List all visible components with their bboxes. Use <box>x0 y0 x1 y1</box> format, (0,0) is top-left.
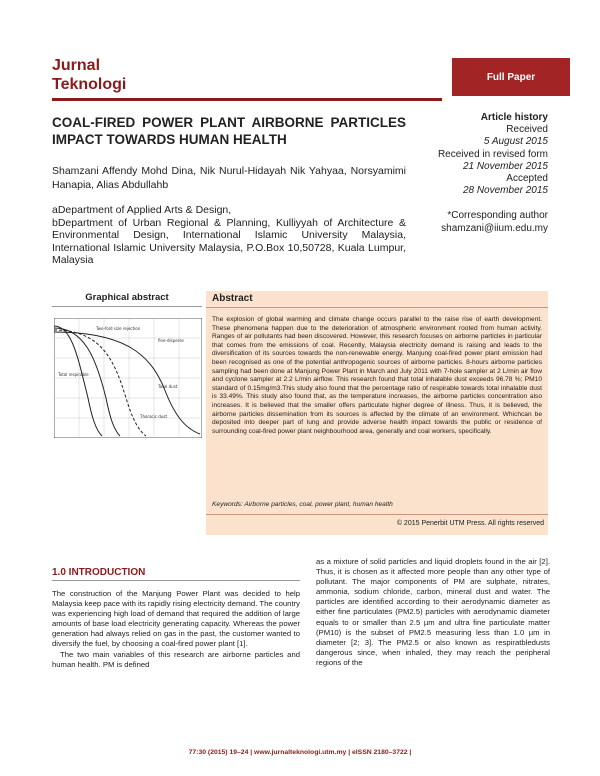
graphical-abstract-figure <box>54 318 202 438</box>
page-footer: 77:30 (2015) 19–24 | www.jurnalteknologi.utm.my | eISSN 2180–3722 | <box>188 749 412 756</box>
affiliation-a: aDepartment of Applied Arts & Design, <box>52 204 232 216</box>
affiliations <box>52 204 406 267</box>
abstract-heading: Abstract <box>212 293 253 304</box>
revised-label: Received in revised form <box>437 148 548 160</box>
graphical-abstract-heading: Graphical abstract <box>85 292 169 303</box>
figure-label-4: Thoracic dust <box>140 414 168 419</box>
intro-paragraph-2: The two main variables of this research are airborne particles and human health. PM is defined <box>52 649 300 669</box>
introduction-rule <box>52 580 300 581</box>
journal-name-line2: Teknologi <box>52 76 127 93</box>
accepted-date: 28 November 2015 <box>462 185 548 197</box>
graphical-abstract-rule <box>52 306 202 307</box>
intro-paragraph-1: The construction of the Manjung Power Plant was decided to help Malaysia keep pace with its rapidly rising electricity demand. The country was experiencing high load of demand that required the addition of large amounts of base load electricity generating capacity. Whereas the power generation had always relied on gas in the past, the customer wanted to diversify the fuel, by choosing a coal-fired power plant [1]. <box>52 589 300 649</box>
copyright: © 2015 Penerbit UTM Press. All rights reserved <box>396 520 544 527</box>
corresponding-author <box>410 210 548 235</box>
figure-label-2: Total dust <box>158 384 178 389</box>
corresponding-email[interactable]: shamzani@iium.edu.my <box>441 222 548 234</box>
received-date: 5 August 2015 <box>483 136 548 148</box>
introduction-heading: 1.0 INTRODUCTION <box>52 567 146 578</box>
abstract-text: The explosion of global warming and climate change occurs parallel to the raise rise of earth development. These phenomena happen due to the deterioration of atmospheric environment rooted from human activity. Ranges of air pollutants had been discovered. However, this research focuses on airborne particles in particular that comes from the emissions of coal. Recently, Malaysia electricity demand is raising and leads to the diversification of its sources towards the non-renewable energy. Manjung coal-fired power plant emission had been recognised as one of the potential anthropogenic sources of airborne particles. 8-hours airborne particles sampling had been done at Manjung Power Plant in March and July 2011 with 7-hole sampler at 2 L/min air flow and cyclone sampler at 2.2 L/min airflow. This research found that total inhalable dust exceeds 96.78 %; PM10 standard of 0.15mg/m3.This study also found that the percentage ratio of respirable towards total inhalable dust is 33.49%. This study also found that, as the temperature increases, the airborne particles concentration also increases. It is believed that the smaller offers particulate higher degree of illness. Thus, it is believed, the airborne particles dissemination from its sources is affected by the climate of an environment. Whichcan be deposited into deeper part of lung and provide adverse health impact towards the public or residence of surrounding coal-fired power plant neighbourhood area, generally and coal workers, specifically. <box>212 316 542 435</box>
full-paper-badge: Full Paper <box>452 58 570 96</box>
paper-title: COAL-FIRED POWER PLANT AIRBORNE PARTICLES IMPACT TOWARDS HUMAN HEALTH <box>52 115 406 147</box>
journal-name <box>52 56 126 94</box>
keywords-rule <box>206 514 548 515</box>
received-label: Received <box>506 124 548 136</box>
body-column-1 <box>52 589 300 670</box>
accepted-label: Accepted <box>506 173 548 185</box>
figure-label-1: fine-disperse <box>158 338 184 343</box>
revised-date: 21 November 2015 <box>462 160 548 172</box>
article-history-heading: Article history <box>480 112 548 123</box>
figure-label-0: Two-fold size rejection <box>96 326 141 331</box>
figure-label-3: Total respirable <box>58 372 89 377</box>
journal-name-line1: Jurnal <box>52 57 101 74</box>
authors: Shamzani Affendy Mohd Dina, Nik Nurul-Hidayah Nik Yahyaa, Norsyamimi Hanapia, Alias Abdullahb <box>52 165 406 191</box>
article-history <box>420 112 548 197</box>
affiliation-b: bDepartment of Urban Regional & Planning, Kulliyyah of Architecture & Environmental Design, International Islamic University Malaysia, International Islamic University Malaysia, P.O.Box 10,50728, Kuala Lumpur, Malaysia <box>52 216 406 266</box>
keywords: Keywords: Airborne particles, coal, power plant, human health <box>212 501 393 508</box>
abstract-rule <box>206 307 548 308</box>
body-column-2: as a mixture of solid particles and liquid droplets found in the air [2]. Thus, it is chosen as it affected more people than any other type of pollutant. The major components of PM are sulphate, nitrates, ammonia, sodium chloride, carbon, mineral dust and water. The particles are identified according to their aerodynamic diameter as either fine particulates (PM2.5) particles with aerodynamic diameter equals to or smaller than 2.5 µm and ultra fine particulate matter (PM10) is the subset of PM2.5 measuring less than 1.0 µm in diameter [2; 3]. The PM2.5 or also known as respiratbledusts dangerous since, when inhaled, they may reach the peripheral regions of the <box>316 557 550 667</box>
corresponding-label: *Corresponding author <box>447 210 548 221</box>
header-rule <box>52 98 442 101</box>
